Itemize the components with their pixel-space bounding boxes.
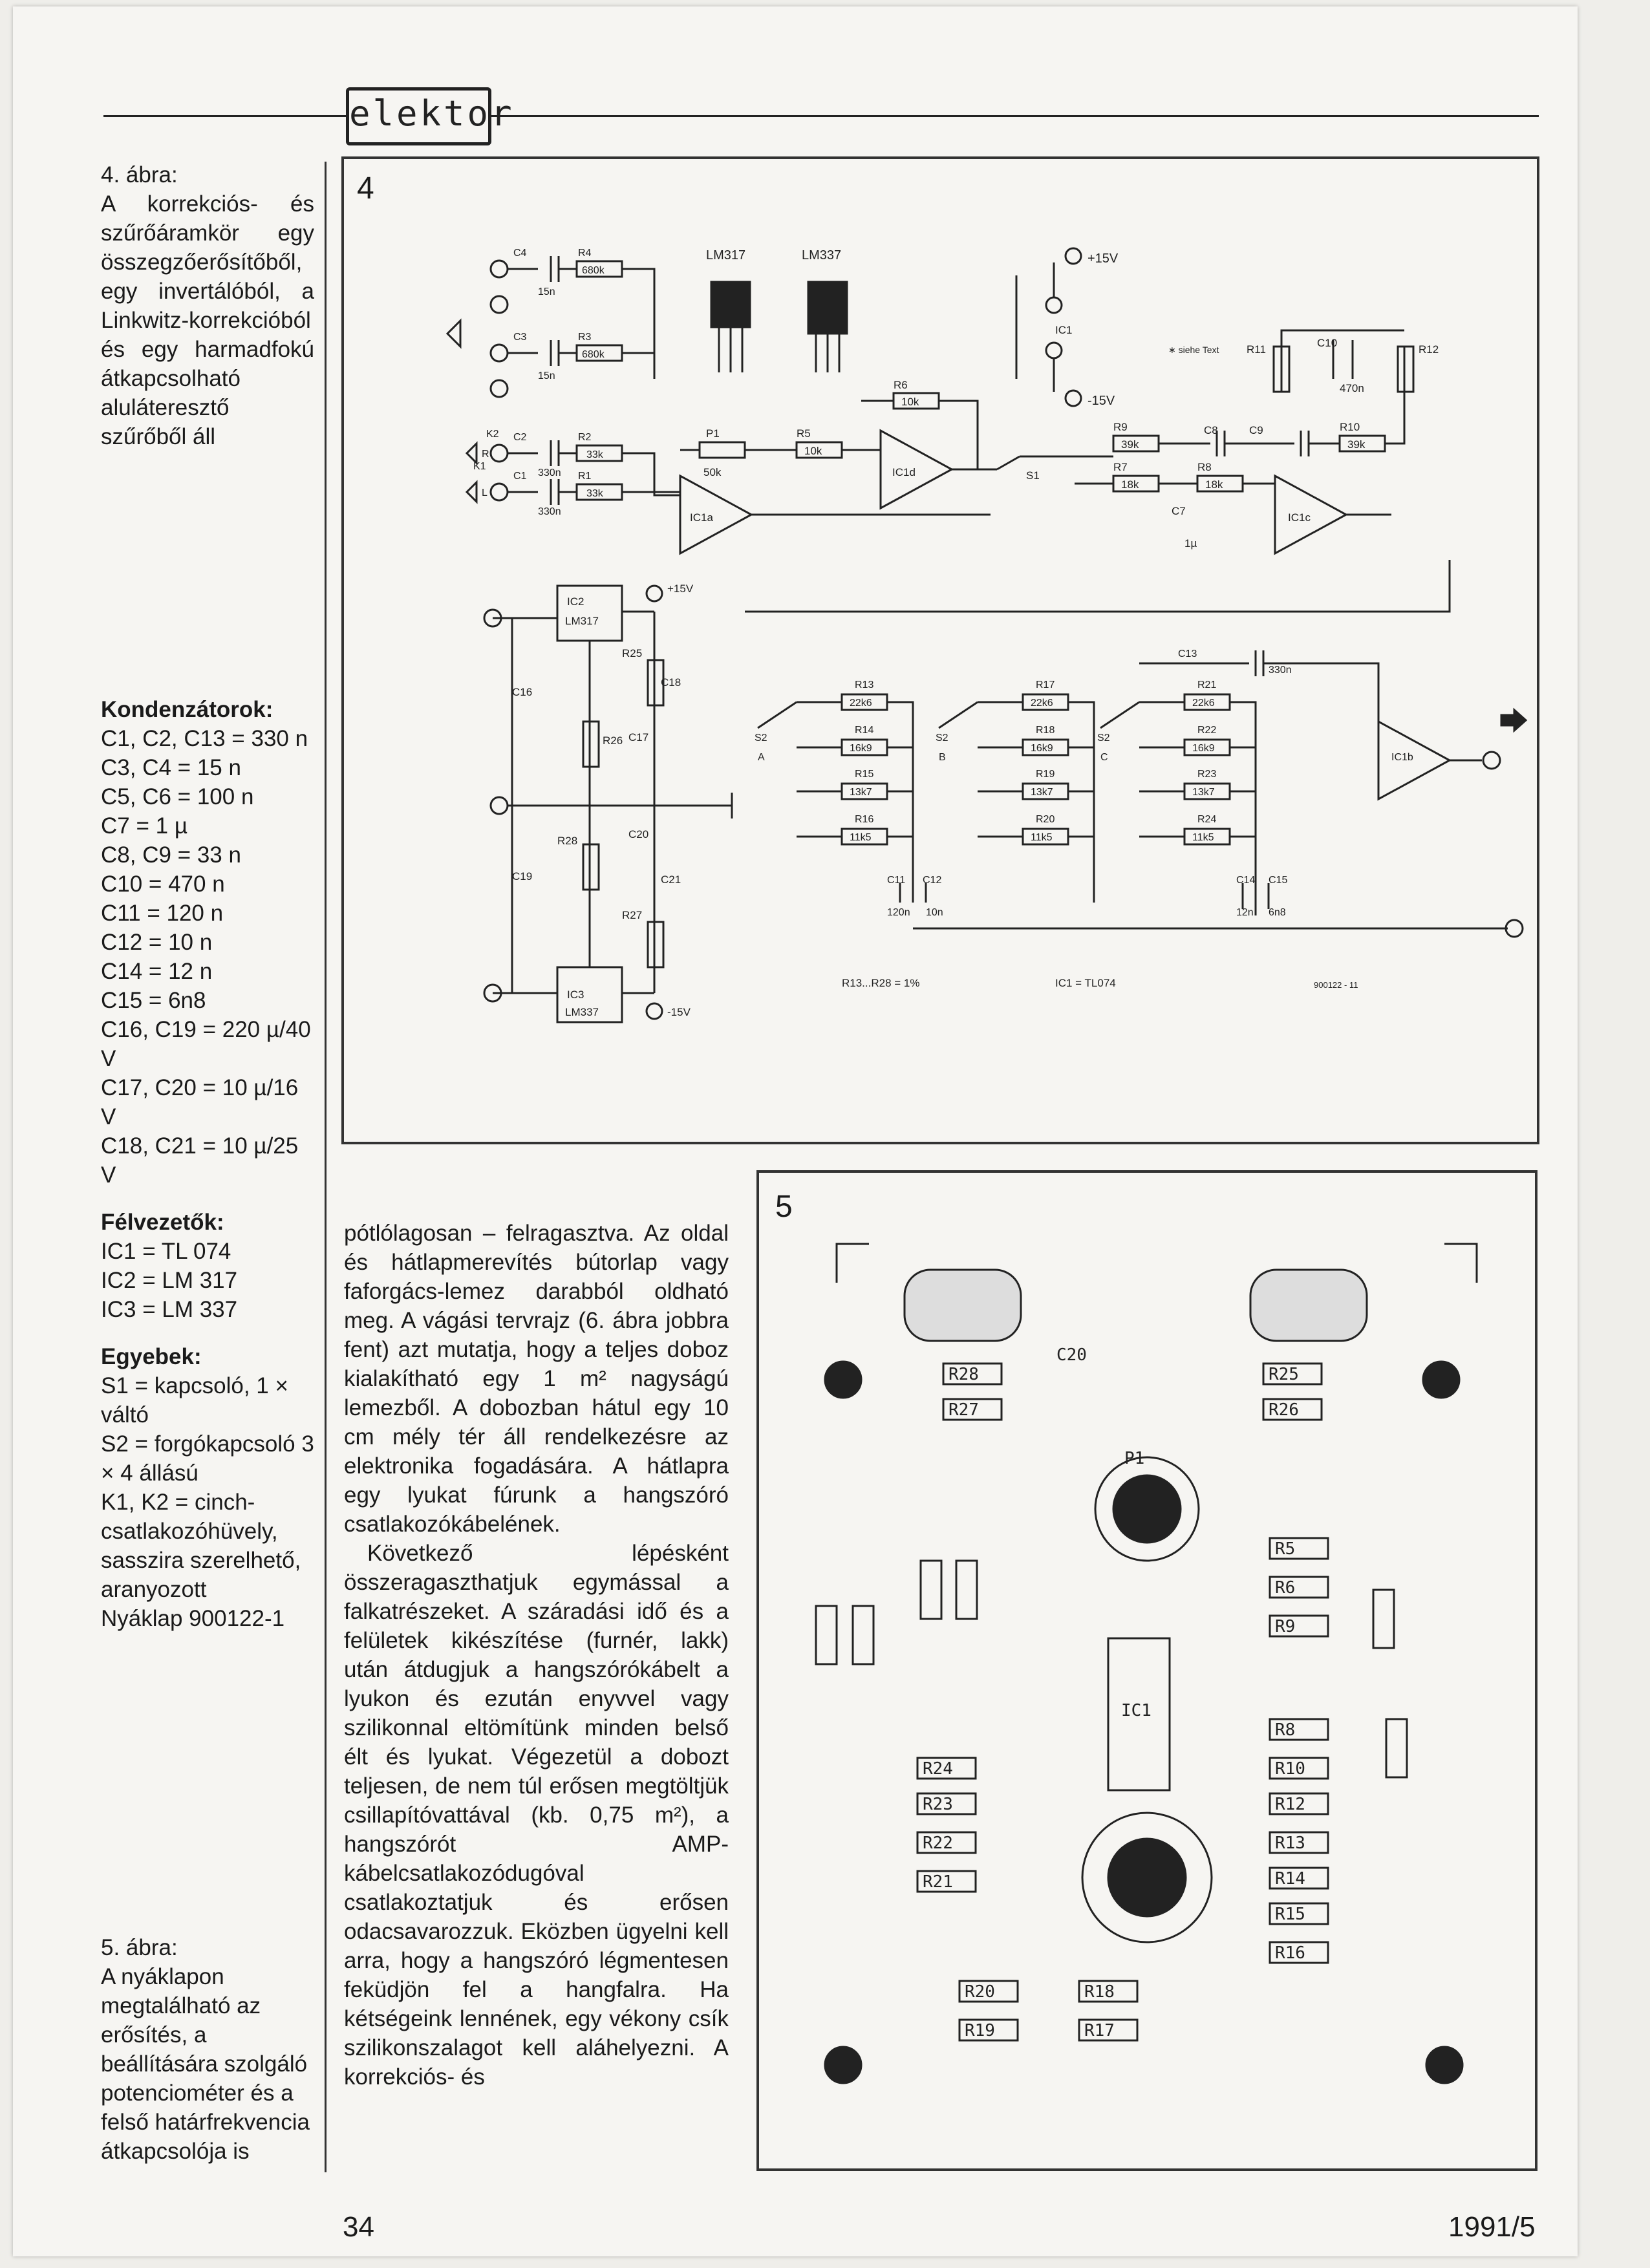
elektor-logo: elektor (346, 87, 491, 145)
svg-text:R12: R12 (1275, 1795, 1305, 1814)
svg-text:L: L (482, 487, 488, 498)
figure5-caption-text: A nyáklapon megtalálható az erősítés, a beállítására szolgáló potenciométer és a felső határfrekvencia átkapcsolója is (101, 1964, 310, 2164)
svg-text:R14: R14 (1275, 1869, 1305, 1888)
svg-text:13k7: 13k7 (1031, 787, 1053, 798)
svg-text:16k9: 16k9 (1192, 743, 1215, 754)
svg-text:C20: C20 (1056, 1345, 1087, 1365)
svg-text:13k7: 13k7 (1192, 787, 1215, 798)
svg-text:R21: R21 (923, 1872, 953, 1892)
tolerance-note: R13...R28 = 1% (842, 977, 920, 989)
svg-text:C2: C2 (513, 432, 527, 443)
svg-text:R25: R25 (1269, 1365, 1299, 1384)
semis-heading: Félvezetők: (101, 1210, 224, 1235)
capacitor-item: C8, C9 = 33 n (101, 842, 241, 868)
svg-text:C16: C16 (512, 686, 533, 698)
schematic-code: 900122 - 11 (1314, 980, 1358, 990)
svg-text:330n: 330n (538, 506, 561, 517)
svg-text:R17: R17 (1036, 679, 1055, 690)
svg-text:R13: R13 (855, 679, 874, 690)
svg-text:S2: S2 (755, 733, 767, 744)
svg-text:-15V: -15V (667, 1006, 691, 1018)
svg-text:39k: 39k (1347, 438, 1366, 451)
svg-text:R22: R22 (1197, 725, 1217, 736)
svg-text:R13: R13 (1275, 1834, 1305, 1853)
svg-text:R16: R16 (855, 814, 874, 825)
svg-text:IC1d: IC1d (892, 466, 916, 478)
svg-text:R19: R19 (965, 2021, 995, 2040)
svg-text:+15V: +15V (667, 583, 694, 595)
ic-label-lm337: LM337 (802, 248, 842, 262)
svg-text:1µ: 1µ (1184, 537, 1197, 550)
svg-text:R6: R6 (894, 379, 908, 391)
svg-text:11k5: 11k5 (850, 832, 872, 843)
svg-text:R26: R26 (603, 734, 623, 747)
semiconductor-item: IC2 = LM 317 (101, 1268, 238, 1293)
capacitor-item: C10 = 470 n (101, 872, 225, 897)
capacitor-item: C17, C20 = 10 µ/16 V (101, 1075, 299, 1129)
svg-text:R24: R24 (923, 1759, 953, 1779)
svg-text:K1: K1 (473, 461, 486, 472)
svg-text:C: C (1100, 752, 1108, 763)
capacitor-item: C12 = 10 n (101, 930, 213, 955)
capacitor-item: C7 = 1 µ (101, 813, 188, 839)
supply-pos-label: +15V (1088, 251, 1119, 266)
regulator-icons (711, 282, 847, 372)
svg-text:R10: R10 (1275, 1759, 1305, 1779)
svg-text:P1: P1 (706, 427, 720, 440)
svg-text:C14: C14 (1236, 875, 1256, 886)
svg-text:R18: R18 (1084, 1982, 1115, 2002)
svg-text:39k: 39k (1121, 438, 1139, 451)
pcb-resistors (816, 1364, 1407, 2040)
misc-item: Nyáklap 900122-1 (101, 1606, 285, 1631)
svg-text:S2: S2 (1097, 733, 1110, 744)
svg-text:13k7: 13k7 (850, 787, 872, 798)
svg-text:IC3: IC3 (567, 989, 584, 1001)
svg-text:R11: R11 (1247, 343, 1266, 356)
svg-text:IC1: IC1 (1121, 1701, 1152, 1720)
column-divider (325, 162, 327, 2172)
svg-text:R14: R14 (855, 725, 874, 736)
svg-text:A: A (758, 752, 765, 763)
misc-item: K1, K2 = cinch-csatlakozóhüvely, sasszira szerelhető, aranyozott (101, 1490, 301, 1602)
svg-text:R28: R28 (948, 1365, 979, 1384)
svg-text:22k6: 22k6 (850, 698, 872, 709)
svg-text:15n: 15n (538, 370, 555, 381)
svg-text:R25: R25 (622, 647, 643, 659)
misc-item: S1 = kapcsoló, 1 × váltó (101, 1373, 288, 1428)
svg-text:C4: C4 (513, 248, 527, 259)
svg-text:IC1c: IC1c (1288, 511, 1311, 524)
figure4-caption-block (101, 160, 314, 451)
svg-text:18k: 18k (1121, 478, 1139, 491)
capacitor-item: C11 = 120 n (101, 901, 224, 926)
figure4-caption-title: 4. ábra: (101, 162, 178, 187)
svg-text:R21: R21 (1197, 679, 1217, 690)
svg-text:R: R (482, 449, 489, 460)
capacitor-item: C5, C6 = 100 n (101, 784, 254, 809)
figure4-number: 4 (357, 171, 374, 206)
capacitor-item: C14 = 12 n (101, 959, 213, 984)
svg-text:R23: R23 (1197, 769, 1217, 780)
ic-label-lm317: LM317 (706, 248, 746, 262)
capacitors-list (101, 724, 314, 1190)
svg-text:680k: 680k (582, 349, 605, 360)
svg-text:R27: R27 (622, 909, 643, 921)
capacitor-item: C16, C19 = 220 µ/40 V (101, 1017, 311, 1071)
svg-text:18k: 18k (1205, 478, 1223, 491)
svg-text:LM317: LM317 (565, 615, 599, 627)
siehe-text-note: ∗ siehe Text (1168, 345, 1219, 355)
svg-text:LM337: LM337 (565, 1006, 599, 1018)
svg-text:B: B (939, 752, 946, 763)
svg-text:R23: R23 (923, 1795, 953, 1814)
svg-text:R2: R2 (578, 432, 592, 443)
parts-list (101, 695, 314, 1633)
svg-text:R24: R24 (1197, 814, 1217, 825)
svg-text:IC2: IC2 (567, 595, 584, 608)
svg-text:C10: C10 (1317, 337, 1338, 349)
svg-text:C18: C18 (661, 676, 681, 689)
svg-text:15n: 15n (538, 286, 555, 297)
svg-text:IC1: IC1 (1055, 324, 1073, 336)
svg-text:R18: R18 (1036, 725, 1055, 736)
page-number: 34 (343, 2211, 374, 2243)
svg-text:C8: C8 (1204, 424, 1218, 436)
svg-text:C15: C15 (1269, 875, 1288, 886)
input-resistors (508, 256, 680, 505)
svg-text:R10: R10 (1340, 421, 1360, 433)
ic1-note: IC1 = TL074 (1055, 977, 1116, 989)
svg-text:C9: C9 (1249, 424, 1263, 436)
svg-text:IC1a: IC1a (690, 511, 713, 524)
svg-text:R22: R22 (923, 1834, 953, 1853)
svg-text:C12: C12 (923, 875, 942, 886)
semis-list (101, 1237, 314, 1324)
svg-text:C11: C11 (887, 875, 906, 886)
svg-text:R15: R15 (1275, 1905, 1305, 1924)
figure4-schematic (344, 159, 1537, 1142)
header-rule (103, 115, 1539, 117)
misc-item: S2 = forgókapcsoló 3 × 4 állású (101, 1431, 314, 1486)
svg-text:R5: R5 (1275, 1539, 1296, 1559)
svg-text:C20: C20 (628, 828, 649, 840)
misc-list (101, 1371, 314, 1633)
svg-text:R7: R7 (1113, 461, 1128, 473)
svg-text:33k: 33k (586, 488, 603, 499)
semiconductor-item: IC3 = LM 337 (101, 1297, 238, 1322)
svg-text:470n: 470n (1340, 382, 1364, 394)
capacitor-item: C1, C2, C13 = 330 n (101, 726, 308, 751)
svg-text:R3: R3 (578, 332, 592, 343)
capacitor-item: C18, C21 = 10 µ/25 V (101, 1133, 299, 1188)
svg-text:S1: S1 (1026, 469, 1040, 482)
svg-text:12n: 12n (1236, 907, 1254, 918)
svg-text:R27: R27 (948, 1400, 979, 1420)
svg-text:R16: R16 (1275, 1943, 1305, 1963)
figure5-number: 5 (775, 1190, 793, 1224)
misc-heading: Egyebek: (101, 1344, 202, 1369)
supply-neg-label: -15V (1088, 394, 1115, 408)
svg-text:C3: C3 (513, 332, 527, 343)
svg-text:R17: R17 (1084, 2021, 1115, 2040)
svg-text:C17: C17 (628, 731, 649, 744)
svg-text:R5: R5 (797, 427, 811, 440)
svg-text:R8: R8 (1275, 1720, 1296, 1740)
semiconductor-item: IC1 = TL 074 (101, 1239, 231, 1264)
article-body (344, 1219, 729, 2091)
svg-text:R8: R8 (1197, 461, 1212, 473)
svg-text:680k: 680k (582, 265, 605, 276)
svg-text:C13: C13 (1178, 648, 1197, 659)
capacitor-item: C3, C4 = 15 n (101, 755, 241, 780)
body-paragraph-1: pótlólagosan – felragasztva. Az oldal és hátlapmerevítés bútorlap vagy faforgács-lemez darabból oldható meg. A vágási tervrajz (6. ábra jobbra fent) azt mutatja, hogy a teljes doboz kialakítható egy 1 m² nagyságú lemezből. A dobozban hátul egy 10 cm mély tér áll rendelkezésre az elektronika fogadására. A hátlapra egy lyukat fúrunk a hangszóró csatlakozókábelének. (344, 1221, 729, 1537)
svg-text:C21: C21 (661, 873, 681, 886)
svg-text:R20: R20 (1036, 814, 1055, 825)
capacitor-item: C15 = 6n8 (101, 988, 206, 1013)
svg-text:S2: S2 (936, 733, 948, 744)
figure5-frame (756, 1170, 1538, 2171)
svg-text:11k5: 11k5 (1031, 832, 1053, 843)
figure5-caption-title: 5. ábra: (101, 1935, 178, 1960)
svg-text:330n: 330n (1269, 665, 1292, 676)
svg-text:R28: R28 (557, 835, 578, 847)
svg-text:R20: R20 (965, 1982, 995, 2002)
svg-text:R26: R26 (1269, 1400, 1299, 1420)
svg-text:IC1b: IC1b (1391, 752, 1413, 763)
figure5-pcb-layout (759, 1173, 1535, 2168)
svg-text:11k5: 11k5 (1192, 832, 1214, 843)
svg-text:C19: C19 (512, 870, 533, 883)
body-paragraph-2: Következő lépésként összeragaszthatjuk egymással a falkatrészeket. A száradási idő és a felületek kikészítése (furnér, lakk) után átdugjuk a hangszórókábelt a lyukon és ezután enyvvel vagy szilikonnal eltömítünk minden belső élt és lyukat. Végezetül a dobozt teljesen, de nem túl erősen megtöltjük csillapítóvattával (kb. 0,75 m²), a hangszórót AMP-kábelcsatlakozódugóval csatlakoztatjuk és erősen odacsavarozzuk. Eközben ügyelni kell arra, hogy a hangszóró légmentesen feküdjön fel a hangfalra. Ha kétségeink lennének, egy vékony csík szilikonszalagot kell aláhelyezni. A korrekciós- és (344, 1541, 729, 2090)
svg-text:6n8: 6n8 (1269, 907, 1286, 918)
magazine-page (13, 6, 1578, 2256)
figure4-frame (341, 156, 1539, 1144)
svg-text:R6: R6 (1275, 1578, 1296, 1598)
svg-text:33k: 33k (586, 449, 603, 460)
filter-resistors (797, 694, 1523, 937)
svg-text:22k6: 22k6 (1031, 698, 1053, 709)
svg-text:10k: 10k (901, 396, 919, 408)
capacitors-heading: Kondenzátorok: (101, 697, 273, 722)
svg-text:R9: R9 (1113, 421, 1128, 433)
svg-text:120n: 120n (887, 907, 910, 918)
svg-text:R15: R15 (855, 769, 874, 780)
svg-text:P1: P1 (1124, 1449, 1145, 1468)
svg-text:10k: 10k (804, 445, 822, 457)
svg-text:C1: C1 (513, 471, 527, 482)
svg-text:K2: K2 (486, 429, 499, 440)
svg-text:R1: R1 (578, 471, 592, 482)
figure5-caption-block (101, 1933, 314, 2166)
svg-text:C7: C7 (1172, 505, 1186, 517)
issue-number: 1991/5 (1448, 2211, 1536, 2243)
figure4-caption-text: A korrekciós- és szűrőáramkör egy összegzőerősítőből, egy invertálóból, a Linkwitz-korrekcióból és egy harmadfokú átkapcsolható aluláteresztő szűrőből áll (101, 191, 314, 449)
svg-text:22k6: 22k6 (1192, 698, 1215, 709)
svg-text:R12: R12 (1419, 343, 1439, 356)
svg-text:R4: R4 (578, 248, 592, 259)
svg-text:50k: 50k (703, 466, 722, 478)
svg-text:R9: R9 (1275, 1617, 1296, 1636)
svg-text:10n: 10n (926, 907, 943, 918)
svg-text:16k9: 16k9 (850, 743, 872, 754)
svg-text:330n: 330n (538, 467, 561, 478)
svg-text:R19: R19 (1036, 769, 1055, 780)
svg-text:16k9: 16k9 (1031, 743, 1053, 754)
